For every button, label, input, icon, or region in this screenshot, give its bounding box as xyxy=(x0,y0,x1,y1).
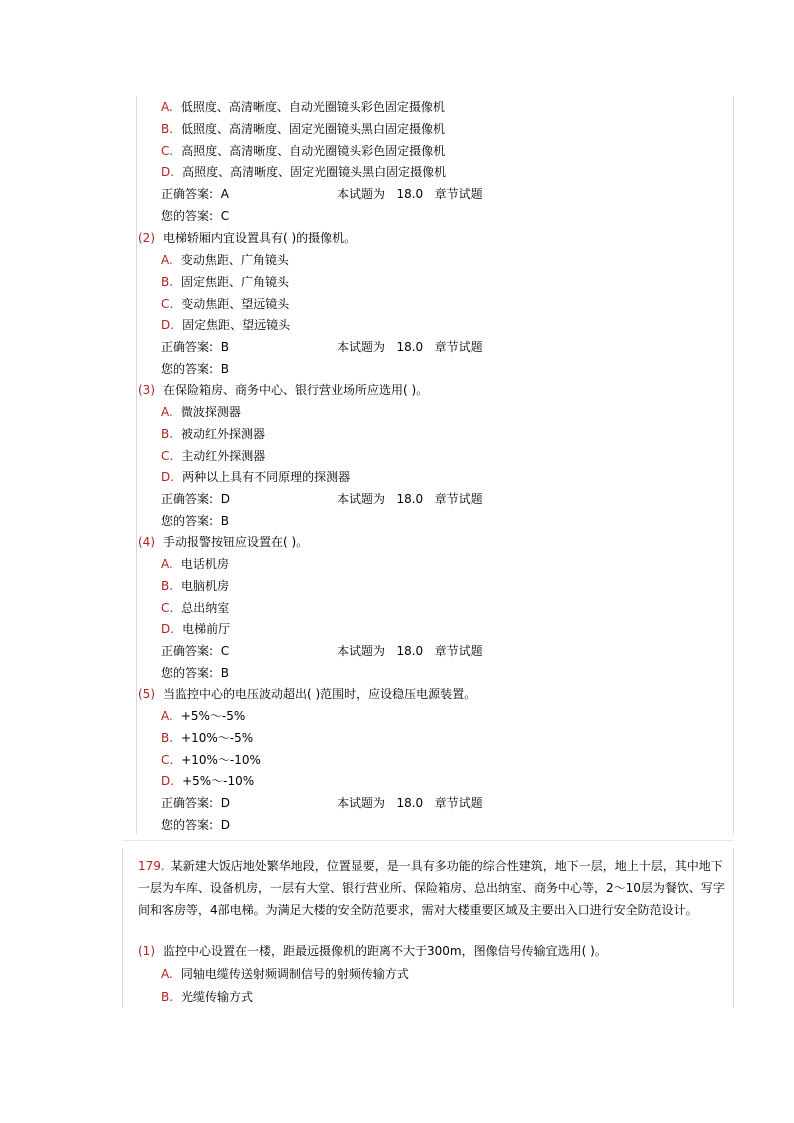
case-paragraph: 179. 某新建大饭店地处繁华地段，位置显要，是一具有多功能的综合性建筑，地下一层，地上十层，其中地下一层为车库、设备机房，一层有大堂、银行营业所、保险箱房、总出纳室、商务中心等，2～10层为餐饮、写字间和客房等，4部电梯。为满足大楼的安全防范要求，需对大楼重要区域及主要出入口进行安全防范设计。 xyxy=(138,859,725,917)
block1-left-border xyxy=(136,96,137,834)
your-answer-row: 您的答案: D xyxy=(161,818,230,832)
option-item: D. 两种以上具有不同原理的探测器 xyxy=(161,470,351,484)
option-item: B. 电脑机房 xyxy=(161,579,230,593)
option-item: C. 变动焦距、望远镜头 xyxy=(161,297,290,311)
option-item: C. 总出纳室 xyxy=(161,601,230,615)
block2-left-border xyxy=(122,848,123,1008)
option-item: A. 同轴电缆传送射频调制信号的射频传输方式 xyxy=(161,967,409,981)
option-item: A. 微波探测器 xyxy=(161,405,241,419)
question-stem: (4) 手动报警按钮应设置在( )。 xyxy=(138,535,309,549)
option-item: B. 被动红外探测器 xyxy=(161,427,266,441)
option-item: A. 电话机房 xyxy=(161,557,229,571)
option-item: D. 高照度、高清晰度、固定光圈镜头黑白固定摄像机 xyxy=(161,165,447,179)
option-item: A. 变动焦距、广角镜头 xyxy=(161,253,289,267)
correct-answer-row: 正确答案: B 本试题为 18.0 章节试题 xyxy=(161,340,483,354)
question-stem: (5) 当监控中心的电压波动超出( )范围时，应设稳压电源装置。 xyxy=(138,687,477,701)
option-item: C. 高照度、高清晰度、自动光圈镜头彩色固定摄像机 xyxy=(161,144,446,158)
option-item: D. 固定焦距、望远镜头 xyxy=(161,318,291,332)
your-answer-row: 您的答案: C xyxy=(161,209,230,223)
option-item: B. +10%～-5% xyxy=(161,731,254,745)
option-item: D. +5%～-10% xyxy=(161,774,255,788)
correct-answer-row: 正确答案: C 本试题为 18.0 章节试题 xyxy=(161,644,483,658)
correct-answer-row: 正确答案: A 本试题为 18.0 章节试题 xyxy=(161,187,483,201)
correct-answer-row: 正确答案: D 本试题为 18.0 章节试题 xyxy=(161,796,483,810)
option-item: C. 主动红外探测器 xyxy=(161,449,266,463)
option-item: A. 低照度、高清晰度、自动光圈镜头彩色固定摄像机 xyxy=(161,100,445,114)
block-separator xyxy=(122,840,734,841)
question-stem: (1) 监控中心设置在一楼，距最远摄像机的距离不大于300m，图像信号传输宜选用( )。 xyxy=(138,944,607,958)
block1-right-border xyxy=(733,96,734,834)
question-stem: (2) 电梯轿厢内宜设置具有( )的摄像机。 xyxy=(138,231,357,245)
your-answer-row: 您的答案: B xyxy=(161,362,229,376)
option-item: B. 光缆传输方式 xyxy=(161,990,254,1004)
your-answer-row: 您的答案: B xyxy=(161,514,229,528)
option-item: B. 固定焦距、广角镜头 xyxy=(161,275,290,289)
your-answer-row: 您的答案: B xyxy=(161,666,229,680)
question-stem: (3) 在保险箱房、商务中心、银行营业场所应选用( )。 xyxy=(138,383,429,397)
option-item: B. 低照度、高清晰度、固定光圈镜头黑白固定摄像机 xyxy=(161,122,446,136)
option-item: A. +5%～-5% xyxy=(161,709,246,723)
option-item: D. 电梯前厅 xyxy=(161,622,231,636)
correct-answer-row: 正确答案: D 本试题为 18.0 章节试题 xyxy=(161,492,483,506)
option-item: C. +10%～-10% xyxy=(161,753,261,767)
